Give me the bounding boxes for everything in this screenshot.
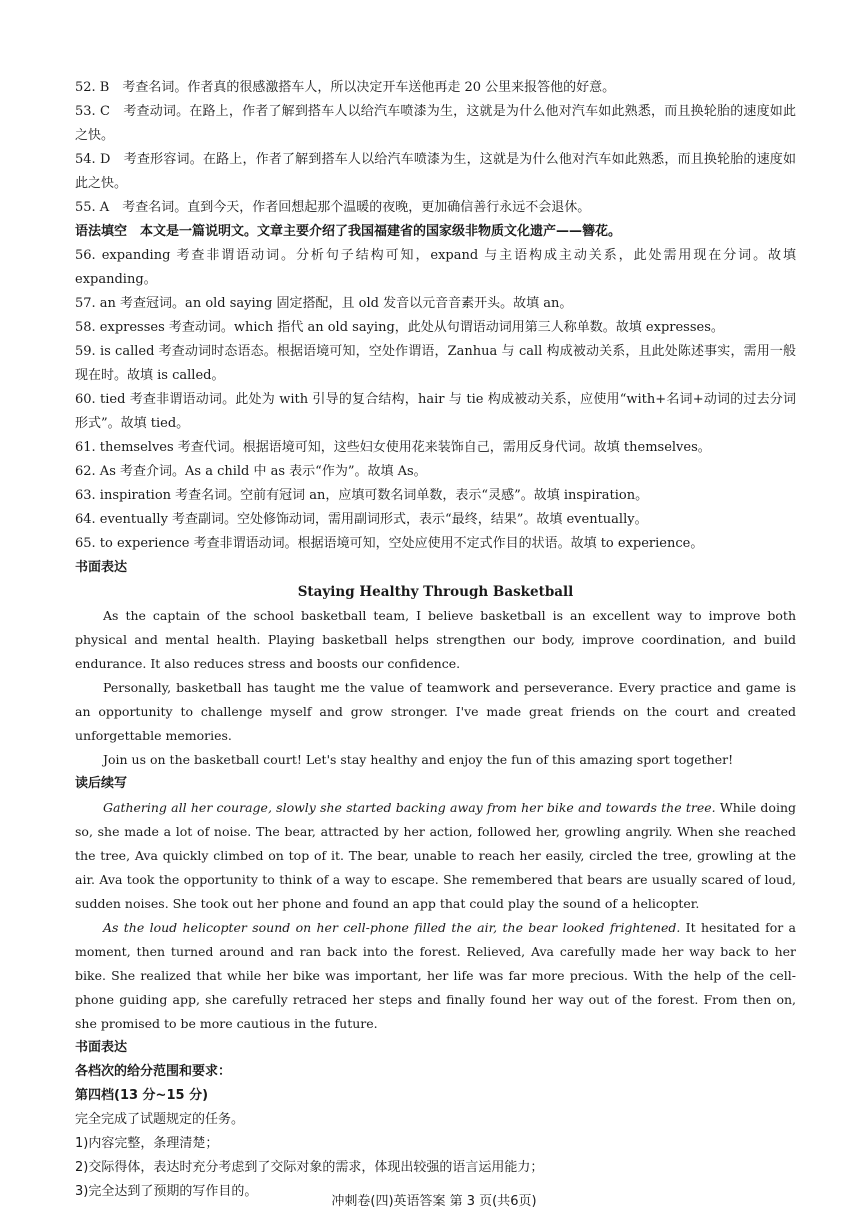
scoring-band: 第四档(13 分~15 分) xyxy=(75,1088,209,1103)
scoring-item-2: 2)交际得体，表达时充分考虑到了交际对象的需求，体现出较强的语言运用能力； xyxy=(75,1160,544,1175)
answer-62: 62. As 考查介词。As a child 中 as 表示“作为”。故填 As。 xyxy=(75,464,427,479)
answer-63: 63. inspiration 考查名词。空前有冠词 an，应填可数名词单数，表示“灵感”。故填 inspiration。 xyxy=(75,488,649,503)
continuation-p1-opening: Gathering all her courage, slowly she started backing away from her bike and towards the tree. xyxy=(103,800,716,815)
essay-title: Staying Healthy Through Basketball xyxy=(297,584,574,600)
answer-60: 60. tied 考查非谓语动词。此处为 with 引导的复合结构，hair 与 tie 构成被动关系，应使用“with+名词+动词的过去分词形式”。故填 tied。 xyxy=(75,392,796,431)
answer-58: 58. expresses 考查动词。which 指代 an old saying，此处从句谓语动词用第三人称单数。故填 expresses。 xyxy=(75,320,724,335)
scoring-heading: 书面表达 xyxy=(75,1040,128,1055)
essay-paragraph-3: Join us on the basketball court! Let's stay healthy and enjoy the fun of this amazing sport together! xyxy=(103,752,734,767)
grammar-heading: 语法填空 本文是一篇说明文。文章主要介绍了我国福建省的国家级非物质文化遗产——簪花。 xyxy=(75,224,622,239)
continuation-heading: 读后续写 xyxy=(75,776,128,791)
continuation-p1-body: While doing so, she made a lot of noise. The bear, attracted by her action, followed her, growling angrily. When she reached the tree, Ava quickly climbed on top of it. The bear, unable to reach her easily, circled the tree, growling at the air. Ava took the opportunity to think of a way to escape. She remembered that bears are usually scared of loud, sudden noises. She took out her phone and found an app that could play the sound of a helicopter. xyxy=(75,800,796,911)
scoring-item-1: 1)内容完整，条理清楚； xyxy=(75,1136,219,1151)
essay-paragraph-2: Personally, basketball has taught me the value of teamwork and perseverance. Every practice and game is an opportunity to challenge myself and grow stronger. I've made great friends on the court and created unforgettable memories. xyxy=(75,680,796,743)
answer-61: 61. themselves 考查代词。根据语境可知，这些妇女使用花来装饰自己，需用反身代词。故填 themselves。 xyxy=(75,440,711,455)
writing-heading: 书面表达 xyxy=(75,560,128,575)
answer-53: 53. C 考查动词。在路上，作者了解到搭车人以给汽车喷漆为生，这就是为什么他对汽车如此熟悉，而且换轮胎的速度如此之快。 xyxy=(75,104,796,143)
essay-paragraph-1: As the captain of the school basketball team, I believe basketball is an excellent way to improve both physical and mental health. Playing basketball helps strengthen our body, improve coordination, and build endurance. It also reduces stress and boosts our confidence. xyxy=(75,608,796,671)
continuation-paragraph-1 xyxy=(75,796,796,916)
answer-55: 55. A 考查名词。直到今天，作者回想起那个温暖的夜晚，更加确信善行永远不会退休。 xyxy=(75,200,591,215)
scoring-intro: 完全完成了试题规定的任务。 xyxy=(75,1112,245,1127)
continuation-p2-opening: As the loud helicopter sound on her cell-phone filled the air, the bear looked frightened. xyxy=(103,920,681,935)
scoring-subheading: 各档次的给分范围和要求： xyxy=(75,1064,232,1079)
answer-56: 56. expanding 考查非谓语动词。分析句子结构可知，expand 与主语构成主动关系，此处需用现在分词。故填 expanding。 xyxy=(75,248,796,287)
answer-54: 54. D 考查形容词。在路上，作者了解到搭车人以给汽车喷漆为生，这就是为什么他对汽车如此熟悉，而且换轮胎的速度如此之快。 xyxy=(75,152,796,191)
continuation-paragraph-2 xyxy=(75,916,796,1036)
answer-64: 64. eventually 考查副词。空处修饰动词，需用副词形式，表示“最终，结果”。故填 eventually。 xyxy=(75,512,648,527)
answer-52: 52. B 考查名词。作者真的很感激搭车人，所以决定开车送他再走 20 公里来报答他的好意。 xyxy=(75,80,616,95)
answer-65: 65. to experience 考查非谓语动词。根据语境可知，空处应使用不定式作目的状语。故填 to experience。 xyxy=(75,536,704,551)
continuation-p2-body: It hesitated for a moment, then turned around and ran back into the forest. Relieved, Ava carefully made her way back to her bike. She realized that while her bike was important, her life was far more precious. With the help of the cell-phone guiding app, she carefully retraced her steps and finally found her way out of the forest. From then on, she promised to be more cautious in the future. xyxy=(75,920,796,1031)
answer-57: 57. an 考查冠词。an old saying 固定搭配，且 old 发音以元音音素开头。故填 an。 xyxy=(75,296,573,311)
answer-59: 59. is called 考查动词时态语态。根据语境可知，空处作谓语，Zanhua 与 call 构成被动关系，且此处陈述事实，需用一般现在时。故填 is called。 xyxy=(75,344,796,383)
scoring-item-3: 3)完全达到了预期的写作目的。 xyxy=(75,1184,258,1199)
page-footer: 冲刺卷(四)英语答案 第 3 页(共6页) xyxy=(331,1194,537,1209)
